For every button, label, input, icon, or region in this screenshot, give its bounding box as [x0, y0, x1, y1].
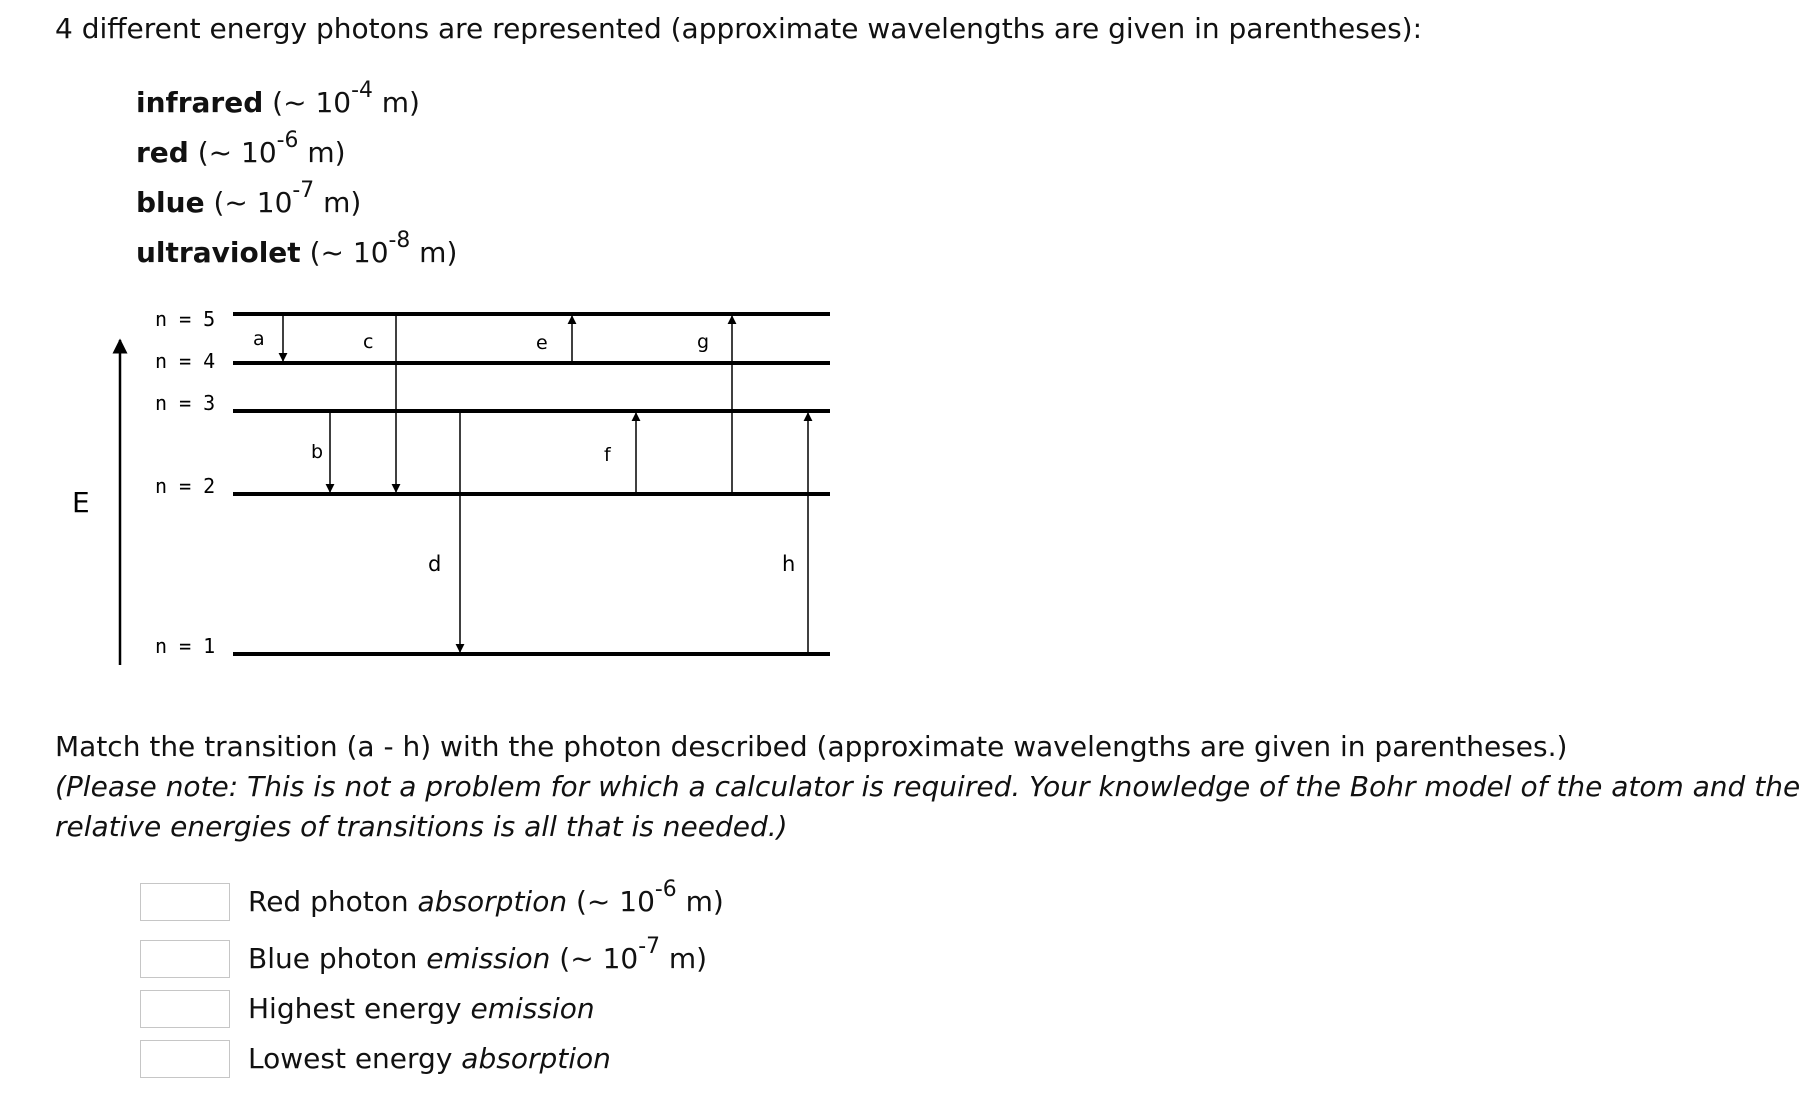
- photon-suffix: m): [298, 136, 346, 169]
- answer-input-lowest-absorption[interactable]: [140, 1040, 230, 1078]
- answer-input-red-absorption[interactable]: [140, 883, 230, 921]
- photon-infrared: [136, 78, 420, 119]
- question-label: [248, 934, 708, 975]
- question-emphasis: absorption: [417, 885, 568, 918]
- instructions-text: Match the transition (a - h) with the photon described (approximate wavelengths are given in parentheses.): [55, 730, 1568, 763]
- transition-g-label: g: [697, 331, 710, 353]
- photon-prefix: (~ 10: [300, 236, 389, 269]
- photon-exponent: -8: [388, 228, 411, 254]
- answer-input-blue-emission[interactable]: [140, 940, 230, 978]
- photon-red: [136, 128, 346, 169]
- transition-c-label: c: [363, 331, 374, 353]
- photon-suffix: m): [314, 186, 362, 219]
- question-text: Blue photon: [248, 942, 427, 975]
- question-label: [248, 1042, 611, 1075]
- energy-axis-label: E: [72, 486, 90, 519]
- question-label: [248, 877, 724, 918]
- level-label-n1: n = 1: [155, 634, 216, 658]
- question-prefix: (~ 10: [567, 885, 655, 918]
- question-suffix: m): [660, 942, 708, 975]
- transition-a-label: a: [253, 328, 265, 350]
- note-line-1: (Please note: This is not a problem for which a calculator is required. Your knowledge of the Bohr model of the atom and the: [55, 770, 1801, 803]
- transition-b-label: b: [311, 441, 324, 463]
- level-label-n5: n = 5: [155, 307, 216, 331]
- photon-prefix: (~ 10: [188, 136, 277, 169]
- transition-h-label: h: [782, 552, 796, 576]
- level-label-n3: n = 3: [155, 391, 216, 415]
- photon-suffix: m): [372, 86, 420, 119]
- photon-exponent: -6: [276, 128, 299, 154]
- photon-name: blue: [136, 186, 205, 219]
- intro-text: 4 different energy photons are represented (approximate wavelengths are given in parentheses):: [55, 12, 1423, 45]
- answer-input-highest-emission[interactable]: [140, 990, 230, 1028]
- photon-name: infrared: [136, 86, 264, 119]
- question-emphasis: emission: [426, 942, 551, 975]
- photon-name: ultraviolet: [136, 236, 301, 269]
- question-prefix: (~ 10: [550, 942, 639, 975]
- question-text: Highest energy: [248, 992, 471, 1025]
- photon-name: red: [136, 136, 189, 169]
- note-line-2: relative energies of transitions is all that is needed.): [55, 810, 788, 843]
- question-label: [248, 992, 595, 1025]
- photon-exponent: -7: [292, 178, 315, 204]
- transition-d-label: d: [428, 552, 442, 576]
- question-emphasis: absorption: [461, 1042, 611, 1075]
- photon-ultraviolet: [136, 228, 458, 269]
- question-exponent: -6: [654, 877, 677, 903]
- photon-exponent: -4: [351, 78, 373, 104]
- level-label-n4: n = 4: [155, 349, 216, 373]
- energy-level-diagram: [0, 280, 860, 680]
- photon-prefix: (~ 10: [204, 186, 293, 219]
- photon-blue: [136, 178, 362, 219]
- level-label-n2: n = 2: [155, 474, 216, 498]
- question-emphasis: emission: [470, 992, 595, 1025]
- transition-f-label: f: [604, 444, 611, 466]
- question-text: Lowest energy: [248, 1042, 462, 1075]
- photon-prefix: (~ 10: [263, 86, 352, 119]
- photon-suffix: m): [410, 236, 458, 269]
- question-text: Red photon: [248, 885, 418, 918]
- transition-e-label: e: [536, 332, 548, 354]
- question-suffix: m): [676, 885, 724, 918]
- question-exponent: -7: [638, 934, 660, 960]
